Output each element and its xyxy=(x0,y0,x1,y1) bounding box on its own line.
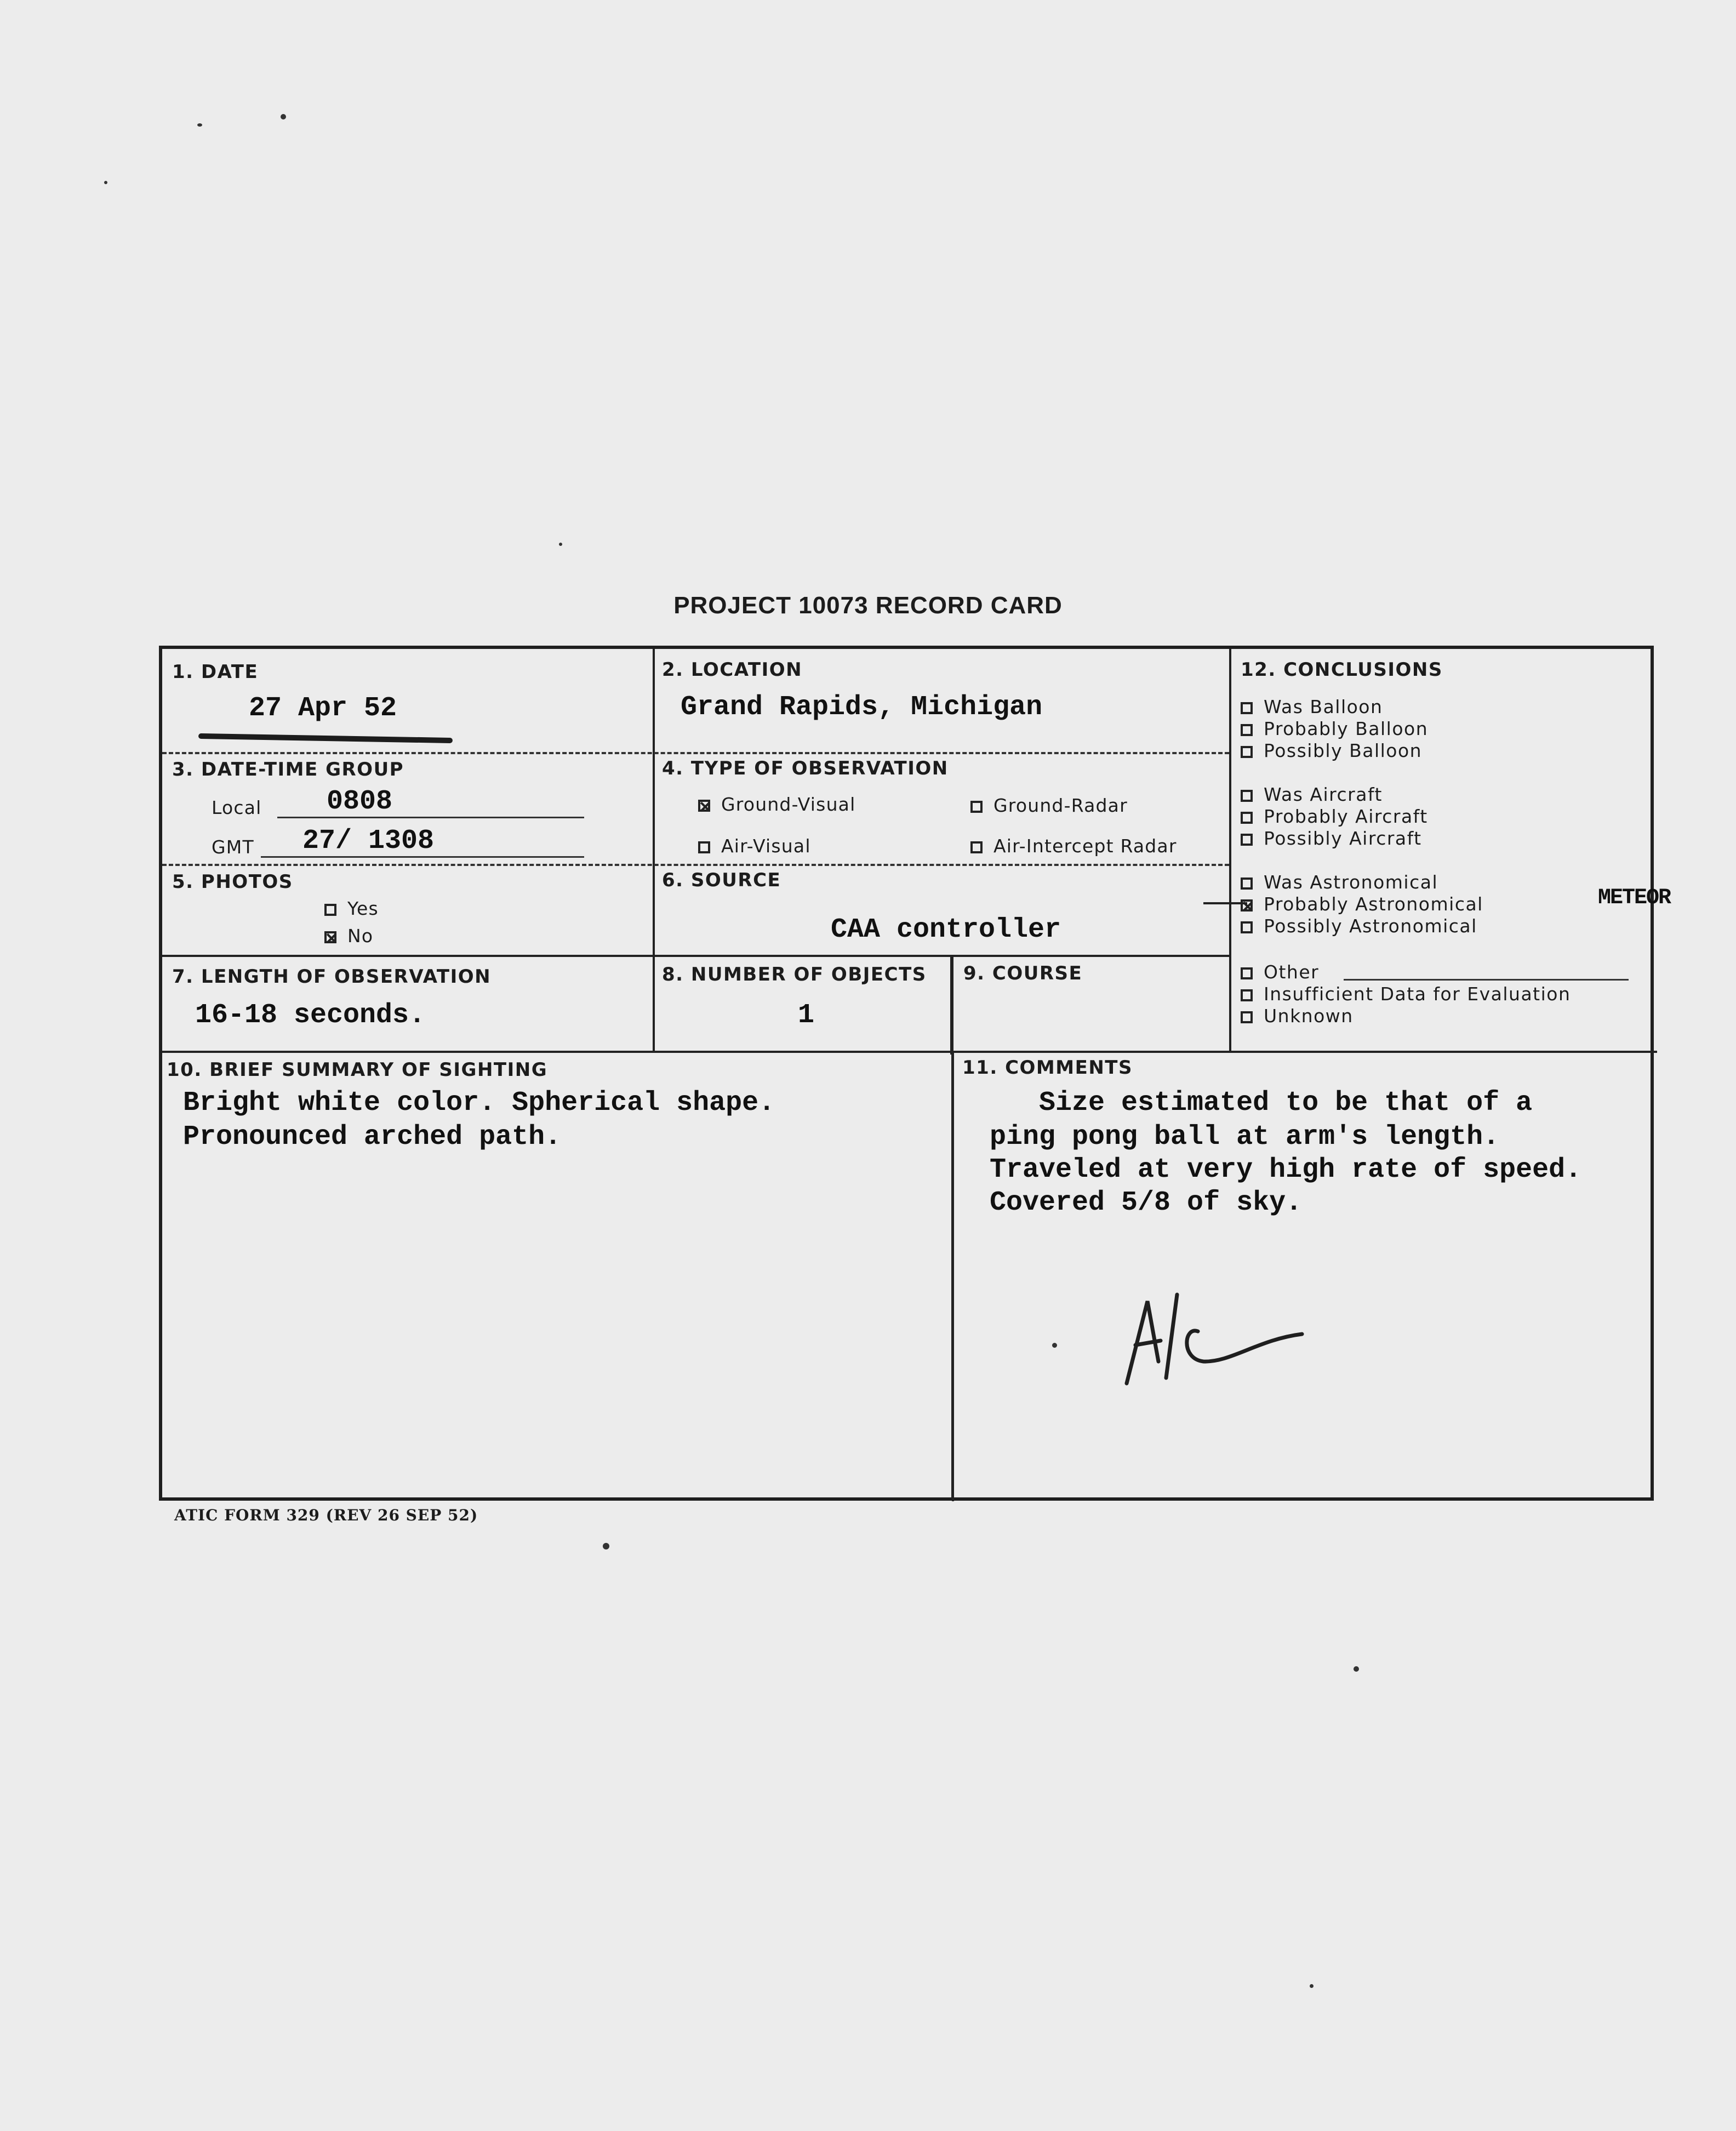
conclusion-other[interactable]: Other xyxy=(1241,961,1319,983)
scan-speck xyxy=(1354,1666,1359,1672)
comments-line-3: Traveled at very high rate of speed. xyxy=(990,1154,1582,1186)
conclusion-was-aircraft[interactable]: Was Aircraft xyxy=(1241,784,1383,805)
checkbox[interactable] xyxy=(324,904,336,916)
checkbox[interactable] xyxy=(1241,878,1253,890)
date-underline xyxy=(198,733,453,743)
option-photos-no[interactable]: No xyxy=(324,925,373,947)
summary-line-2: Pronounced arched path. xyxy=(183,1121,562,1153)
checkbox[interactable] xyxy=(970,841,983,853)
option-air-visual[interactable]: Air-Visual xyxy=(698,835,811,857)
scan-speck xyxy=(1310,1984,1314,1988)
gmt-value: 27/ 1308 xyxy=(302,825,435,857)
conclusion-probably-aircraft[interactable]: Probably Aircraft xyxy=(1241,806,1428,827)
checkbox[interactable] xyxy=(1241,989,1253,1001)
type-of-observation-label: 4. TYPE OF OBSERVATION xyxy=(662,757,949,779)
location-label: 2. LOCATION xyxy=(662,659,803,681)
checkbox[interactable] xyxy=(1241,967,1253,979)
checkbox-checked[interactable] xyxy=(324,931,336,943)
divider xyxy=(162,1051,1657,1053)
divider xyxy=(162,955,1229,957)
conclusion-possibly-astronomical[interactable]: Possibly Astronomical xyxy=(1241,915,1477,937)
checkbox[interactable] xyxy=(1241,834,1253,846)
date-value: 27 Apr 52 xyxy=(249,693,397,724)
local-label: Local xyxy=(212,797,262,818)
other-line xyxy=(1344,979,1629,981)
handwritten-initials-drawing xyxy=(1116,1279,1324,1400)
scan-speck xyxy=(281,114,286,119)
conclusion-unknown[interactable]: Unknown xyxy=(1241,1005,1354,1027)
conclusion-insufficient-data[interactable]: Insufficient Data for Evaluation xyxy=(1241,983,1571,1005)
gmt-label: GMT xyxy=(212,836,254,858)
option-air-intercept-radar[interactable]: Air-Intercept Radar xyxy=(970,835,1177,857)
source-label: 6. SOURCE xyxy=(662,869,781,891)
checkbox-checked[interactable] xyxy=(1241,899,1253,911)
conclusion-possibly-balloon[interactable]: Possibly Balloon xyxy=(1241,740,1422,761)
local-line xyxy=(277,817,584,818)
length-of-observation-value: 16-18 seconds. xyxy=(195,1000,426,1031)
summary-line-1: Bright white color. Spherical shape. xyxy=(183,1087,775,1119)
location-value: Grand Rapids, Michigan xyxy=(681,692,1043,723)
divider xyxy=(653,649,655,1052)
photos-label: 5. PHOTOS xyxy=(172,871,293,893)
comments-line-2: ping pong ball at arm's length. xyxy=(990,1121,1500,1153)
divider xyxy=(952,1052,954,1501)
comments-line-1: Size estimated to be that of a xyxy=(990,1087,1533,1119)
checkbox[interactable] xyxy=(1241,746,1253,758)
divider xyxy=(950,956,952,1055)
comments-label: 11. COMMENTS xyxy=(962,1057,1133,1079)
comments-line-4: Covered 5/8 of sky. xyxy=(990,1187,1303,1218)
option-ground-visual[interactable]: Ground-Visual xyxy=(698,794,855,815)
record-card xyxy=(159,646,1671,1501)
number-of-objects-value: 1 xyxy=(798,1000,815,1031)
checkbox[interactable] xyxy=(1241,724,1253,736)
conclusion-handwritten-note: METEOR xyxy=(1598,886,1671,910)
length-of-observation-label: 7. LENGTH OF OBSERVATION xyxy=(172,966,492,988)
local-value: 0808 xyxy=(327,786,393,817)
option-photos-yes[interactable]: Yes xyxy=(324,898,379,919)
conclusion-probably-balloon[interactable]: Probably Balloon xyxy=(1241,718,1428,739)
summary-label: 10. BRIEF SUMMARY OF SIGHTING xyxy=(167,1059,548,1081)
checkbox[interactable] xyxy=(1241,1011,1253,1023)
conclusion-probably-astronomical[interactable]: Probably Astronomical xyxy=(1241,893,1483,915)
form-footer: ATIC FORM 329 (REV 26 SEP 52) xyxy=(174,1506,478,1524)
scan-speck xyxy=(197,123,202,127)
conclusion-was-balloon[interactable]: Was Balloon xyxy=(1241,696,1383,717)
checkbox[interactable] xyxy=(1241,702,1253,714)
divider xyxy=(162,752,1229,754)
divider xyxy=(1229,649,1231,1052)
scan-speck xyxy=(559,543,562,546)
checkbox[interactable] xyxy=(1241,812,1253,824)
check-mark-stroke xyxy=(1203,902,1247,904)
divider xyxy=(162,864,1229,866)
date-label: 1. DATE xyxy=(172,661,259,683)
scan-speck xyxy=(603,1543,609,1549)
checkbox[interactable] xyxy=(1241,790,1253,802)
number-of-objects-label: 8. NUMBER OF OBJECTS xyxy=(662,964,927,985)
conclusions-label: 12. CONCLUSIONS xyxy=(1241,659,1443,681)
conclusion-was-astronomical[interactable]: Was Astronomical xyxy=(1241,871,1438,893)
scan-speck xyxy=(104,181,107,184)
date-time-group-label: 3. DATE-TIME GROUP xyxy=(172,759,404,780)
checkbox-checked[interactable] xyxy=(698,800,710,812)
option-ground-radar[interactable]: Ground-Radar xyxy=(970,795,1128,816)
conclusion-possibly-aircraft[interactable]: Possibly Aircraft xyxy=(1241,828,1422,849)
checkbox[interactable] xyxy=(1241,921,1253,933)
source-value: CAA controller xyxy=(831,914,1061,945)
card-title: PROJECT 10073 RECORD CARD xyxy=(673,592,1063,619)
checkbox[interactable] xyxy=(698,841,710,853)
course-label: 9. COURSE xyxy=(963,962,1083,984)
checkbox[interactable] xyxy=(970,801,983,813)
